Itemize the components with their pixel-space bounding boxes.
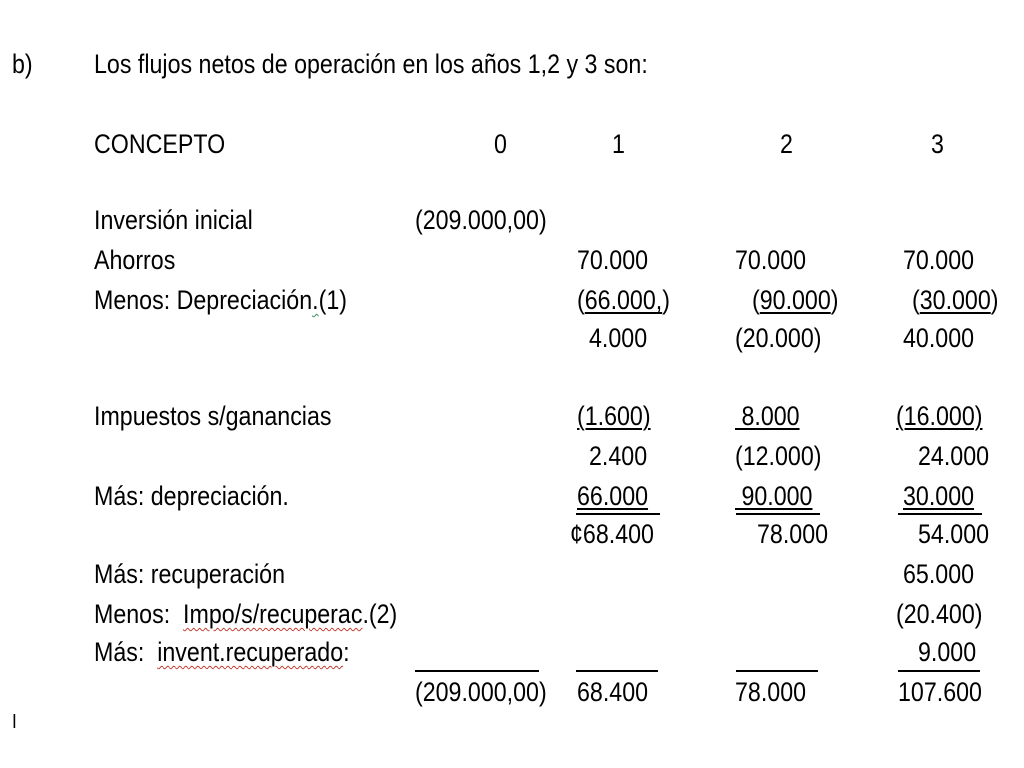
cell-menos-dep-y1: (66.000,) — [577, 285, 670, 315]
cell-recuperacion-y3: 65.000 — [903, 559, 975, 589]
section-heading: Los flujos netos de operación en los años 1,2 y 3 son: — [94, 49, 648, 79]
cell-impuestos-y2: 8.000 — [735, 401, 800, 431]
row-label-mas-depreciacion: Más: depreciación. — [94, 481, 289, 511]
section-letter: b) — [12, 49, 33, 79]
column-header-concept: CONCEPTO — [94, 129, 226, 159]
row-label-recuperacion: Más: recuperación — [94, 559, 286, 589]
cell-total-y0: (209.000,00) — [415, 677, 547, 707]
cell-impuestos-y3: (16.000) — [896, 401, 983, 431]
cell-menos-dep-y2: (90.000) — [752, 285, 839, 315]
rule-mas-dep-y1 — [576, 513, 660, 515]
cell-subtotal1-y3: 40.000 — [903, 323, 975, 353]
row-label-impuestos: Impuestos s/ganancias — [94, 401, 332, 431]
cell-subtotal3-y3: 54.000 — [918, 519, 990, 549]
column-header-year-2: 2 — [780, 129, 793, 159]
column-header-year-1: 1 — [612, 129, 625, 159]
column-header-year-3: 3 — [931, 129, 944, 159]
rule-total-y3 — [898, 670, 980, 672]
cell-subtotal1-y1: 4.000 — [589, 323, 648, 353]
cell-total-y3: 107.600 — [898, 677, 982, 707]
row-label-impo-recuperac: Menos: Impo/s/recuperac.(2) — [94, 599, 398, 629]
cell-mas-dep-y3: 30.000 — [903, 481, 975, 511]
cell-total-y2: 78.000 — [735, 677, 807, 707]
rule-mas-dep-y2 — [736, 513, 820, 515]
row-label-invent-recuperado: Más: invent.recuperado: — [94, 637, 350, 667]
row-label-ahorros: Ahorros — [94, 245, 176, 275]
cell-subtotal1-y2: (20.000) — [735, 323, 822, 353]
rule-mas-dep-y3 — [898, 513, 982, 515]
rule-total-y1 — [576, 670, 658, 672]
cell-subtotal2-y1: 2.400 — [589, 441, 648, 471]
cell-impo-recuperac-y3: (20.400) — [896, 599, 983, 629]
cell-ahorros-y3: 70.000 — [903, 245, 975, 275]
cell-invent-y3: 9.000 — [918, 637, 977, 667]
cell-inversion-y0: (209.000,00) — [415, 205, 547, 235]
text-cursor-mark: I — [12, 711, 17, 733]
cell-subtotal3-y1: ¢68.400 — [570, 519, 654, 549]
cell-subtotal2-y2: (12.000) — [735, 441, 822, 471]
cell-mas-dep-y1: 66.000 — [577, 481, 649, 511]
cell-menos-dep-y3: (30.000) — [912, 285, 999, 315]
rule-total-y0 — [415, 670, 539, 672]
cell-total-y1: 68.400 — [577, 677, 649, 707]
cell-subtotal3-y2: 78.000 — [757, 519, 829, 549]
rule-total-y2 — [736, 670, 818, 672]
row-label-menos-depreciacion: Menos: Depreciación.(1) — [94, 285, 347, 315]
cell-subtotal2-y3: 24.000 — [918, 441, 990, 471]
cell-ahorros-y1: 70.000 — [577, 245, 649, 275]
row-label-inversion: Inversión inicial — [94, 205, 253, 235]
cell-mas-dep-y2: 90.000 — [735, 481, 813, 511]
cell-impuestos-y1: (1.600) — [577, 401, 651, 431]
column-header-year-0: 0 — [494, 129, 507, 159]
cell-ahorros-y2: 70.000 — [735, 245, 807, 275]
